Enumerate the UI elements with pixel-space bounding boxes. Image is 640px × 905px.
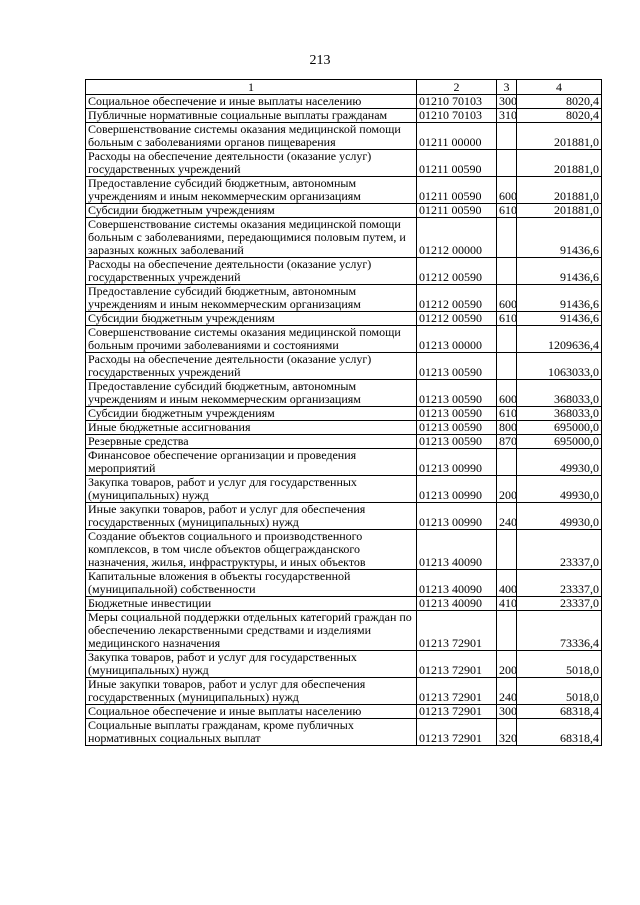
table-row xyxy=(86,258,602,285)
amount-cell: 68318,4 xyxy=(517,719,602,746)
amount-cell: 49930,0 xyxy=(517,476,602,503)
expense-type-cell xyxy=(497,150,517,177)
table-row xyxy=(86,435,602,449)
table-row xyxy=(86,597,602,611)
page-number: 213 xyxy=(309,53,331,68)
target-code-cell: 01213 00590 xyxy=(417,353,497,380)
table-row xyxy=(86,678,602,705)
item-name-cell: Расходы на обеспечение деятельности (оказание услуг) государственных учреждений xyxy=(86,150,417,177)
expense-type-cell: 310 xyxy=(497,109,517,123)
header-cell-2: 2 xyxy=(417,80,497,95)
amount-cell: 1063033,0 xyxy=(517,353,602,380)
table-row xyxy=(86,353,602,380)
amount-cell: 23337,0 xyxy=(517,530,602,570)
target-code-cell: 01213 72901 xyxy=(417,651,497,678)
expense-type-cell: 410 xyxy=(497,597,517,611)
table-row xyxy=(86,570,602,597)
table-row xyxy=(86,651,602,678)
table-row xyxy=(86,421,602,435)
target-code-cell: 01213 72901 xyxy=(417,678,497,705)
table-row xyxy=(86,312,602,326)
expense-type-cell: 600 xyxy=(497,177,517,204)
expense-type-cell: 200 xyxy=(497,651,517,678)
budget-table xyxy=(85,79,602,746)
header-cell-3: 3 xyxy=(497,80,517,95)
amount-cell: 5018,0 xyxy=(517,651,602,678)
expense-type-cell xyxy=(497,218,517,258)
amount-cell: 201881,0 xyxy=(517,177,602,204)
item-name-cell: Совершенствование системы оказания медицинской помощи больным с заболеваниями, передающимися половым путем, и заразных кожных заболеваний xyxy=(86,218,417,258)
expense-type-cell: 200 xyxy=(497,476,517,503)
item-name-cell: Социальное обеспечение и иные выплаты населению xyxy=(86,705,417,719)
target-code-cell: 01211 00590 xyxy=(417,177,497,204)
expense-type-cell xyxy=(497,449,517,476)
expense-type-cell: 320 xyxy=(497,719,517,746)
amount-cell: 8020,4 xyxy=(517,109,602,123)
header-cell-4: 4 xyxy=(517,80,602,95)
target-code-cell: 01212 00590 xyxy=(417,258,497,285)
item-name-cell: Совершенствование системы оказания медицинской помощи больным прочими заболеваниями и состояниями xyxy=(86,326,417,353)
item-name-cell: Субсидии бюджетным учреждениям xyxy=(86,407,417,421)
expense-type-cell xyxy=(497,530,517,570)
amount-cell: 91436,6 xyxy=(517,312,602,326)
amount-cell: 91436,6 xyxy=(517,258,602,285)
target-code-cell: 01213 00590 xyxy=(417,380,497,407)
target-code-cell: 01213 40090 xyxy=(417,530,497,570)
target-code-cell: 01213 00990 xyxy=(417,449,497,476)
table-row xyxy=(86,95,602,109)
amount-cell: 695000,0 xyxy=(517,435,602,449)
amount-cell: 68318,4 xyxy=(517,705,602,719)
item-name-cell: Социальные выплаты гражданам, кроме публичных нормативных социальных выплат xyxy=(86,719,417,746)
amount-cell: 8020,4 xyxy=(517,95,602,109)
item-name-cell: Закупка товаров, работ и услуг для государственных (муниципальных) нужд xyxy=(86,476,417,503)
table-row xyxy=(86,449,602,476)
item-name-cell: Субсидии бюджетным учреждениям xyxy=(86,204,417,218)
expense-type-cell: 610 xyxy=(497,407,517,421)
item-name-cell: Финансовое обеспечение организации и проведения мероприятий xyxy=(86,449,417,476)
table-row xyxy=(86,705,602,719)
expense-type-cell: 610 xyxy=(497,312,517,326)
amount-cell: 1209636,4 xyxy=(517,326,602,353)
item-name-cell: Резервные средства xyxy=(86,435,417,449)
expense-type-cell: 240 xyxy=(497,503,517,530)
amount-cell: 201881,0 xyxy=(517,123,602,150)
item-name-cell: Совершенствование системы оказания медицинской помощи больным с заболеваниями органов пищеварения xyxy=(86,123,417,150)
amount-cell: 23337,0 xyxy=(517,570,602,597)
amount-cell: 695000,0 xyxy=(517,421,602,435)
target-code-cell: 01213 00990 xyxy=(417,476,497,503)
item-name-cell: Бюджетные инвестиции xyxy=(86,597,417,611)
expense-type-cell: 870 xyxy=(497,435,517,449)
table-row xyxy=(86,218,602,258)
expense-type-cell: 300 xyxy=(497,95,517,109)
table-row xyxy=(86,150,602,177)
expense-type-cell xyxy=(497,258,517,285)
table-row xyxy=(86,407,602,421)
item-name-cell: Предоставление субсидий бюджетным, автономным учреждениям и иным некоммерческим организациям xyxy=(86,177,417,204)
item-name-cell: Капитальные вложения в объекты государственной (муниципальной) собственности xyxy=(86,570,417,597)
target-code-cell: 01213 40090 xyxy=(417,570,497,597)
table-row xyxy=(86,326,602,353)
target-code-cell: 01213 00590 xyxy=(417,435,497,449)
item-name-cell: Предоставление субсидий бюджетным, автономным учреждениям и иным некоммерческим организациям xyxy=(86,380,417,407)
amount-cell: 368033,0 xyxy=(517,380,602,407)
expense-type-cell: 600 xyxy=(497,380,517,407)
item-name-cell: Расходы на обеспечение деятельности (оказание услуг) государственных учреждений xyxy=(86,258,417,285)
item-name-cell: Закупка товаров, работ и услуг для государственных (муниципальных) нужд xyxy=(86,651,417,678)
table-row xyxy=(86,476,602,503)
table-row xyxy=(86,530,602,570)
target-code-cell: 01213 00590 xyxy=(417,407,497,421)
target-code-cell: 01211 00590 xyxy=(417,150,497,177)
target-code-cell: 01211 00590 xyxy=(417,204,497,218)
target-code-cell: 01213 00000 xyxy=(417,326,497,353)
item-name-cell: Субсидии бюджетным учреждениям xyxy=(86,312,417,326)
target-code-cell: 01213 40090 xyxy=(417,597,497,611)
expense-type-cell: 400 xyxy=(497,570,517,597)
item-name-cell: Публичные нормативные социальные выплаты гражданам xyxy=(86,109,417,123)
item-name-cell: Меры социальной поддержки отдельных категорий граждан по обеспечению лекарственными средствами и изделиями медицинского назначения xyxy=(86,611,417,651)
expense-type-cell: 610 xyxy=(497,204,517,218)
expense-type-cell xyxy=(497,611,517,651)
amount-cell: 91436,6 xyxy=(517,285,602,312)
item-name-cell: Расходы на обеспечение деятельности (оказание услуг) государственных учреждений xyxy=(86,353,417,380)
target-code-cell: 01212 00590 xyxy=(417,312,497,326)
item-name-cell: Социальное обеспечение и иные выплаты населению xyxy=(86,95,417,109)
expense-type-cell: 800 xyxy=(497,421,517,435)
target-code-cell: 01213 72901 xyxy=(417,719,497,746)
item-name-cell: Иные закупки товаров, работ и услуг для обеспечения государственных (муниципальных) нужд xyxy=(86,678,417,705)
target-code-cell: 01213 72901 xyxy=(417,705,497,719)
amount-cell: 49930,0 xyxy=(517,449,602,476)
expense-type-cell xyxy=(497,123,517,150)
item-name-cell: Иные закупки товаров, работ и услуг для обеспечения государственных (муниципальных) нужд xyxy=(86,503,417,530)
expense-type-cell: 600 xyxy=(497,285,517,312)
table-row xyxy=(86,177,602,204)
target-code-cell: 01210 70103 xyxy=(417,109,497,123)
amount-cell: 201881,0 xyxy=(517,204,602,218)
amount-cell: 49930,0 xyxy=(517,503,602,530)
target-code-cell: 01213 72901 xyxy=(417,611,497,651)
expense-type-cell xyxy=(497,326,517,353)
amount-cell: 73336,4 xyxy=(517,611,602,651)
table-row xyxy=(86,285,602,312)
item-name-cell: Иные бюджетные ассигнования xyxy=(86,421,417,435)
header-cell-1: 1 xyxy=(86,80,417,95)
table-row xyxy=(86,719,602,746)
amount-cell: 201881,0 xyxy=(517,150,602,177)
table-row xyxy=(86,204,602,218)
amount-cell: 91436,6 xyxy=(517,218,602,258)
target-code-cell: 01210 70103 xyxy=(417,95,497,109)
expense-type-cell: 240 xyxy=(497,678,517,705)
expense-type-cell: 300 xyxy=(497,705,517,719)
amount-cell: 368033,0 xyxy=(517,407,602,421)
amount-cell: 5018,0 xyxy=(517,678,602,705)
target-code-cell: 01213 00590 xyxy=(417,421,497,435)
table-row xyxy=(86,503,602,530)
target-code-cell: 01212 00590 xyxy=(417,285,497,312)
target-code-cell: 01211 00000 xyxy=(417,123,497,150)
expense-type-cell xyxy=(497,353,517,380)
budget-table-body xyxy=(86,80,602,746)
amount-cell: 23337,0 xyxy=(517,597,602,611)
target-code-cell: 01212 00000 xyxy=(417,218,497,258)
item-name-cell: Создание объектов социального и производственного комплексов, в том числе объектов общегражданского назначения, жилья, инфраструктуры, и иных объектов xyxy=(86,530,417,570)
header-row xyxy=(86,80,602,95)
table-row xyxy=(86,380,602,407)
table-row xyxy=(86,109,602,123)
item-name-cell: Предоставление субсидий бюджетным, автономным учреждениям и иным некоммерческим организациям xyxy=(86,285,417,312)
target-code-cell: 01213 00990 xyxy=(417,503,497,530)
table-row xyxy=(86,611,602,651)
table-row xyxy=(86,123,602,150)
